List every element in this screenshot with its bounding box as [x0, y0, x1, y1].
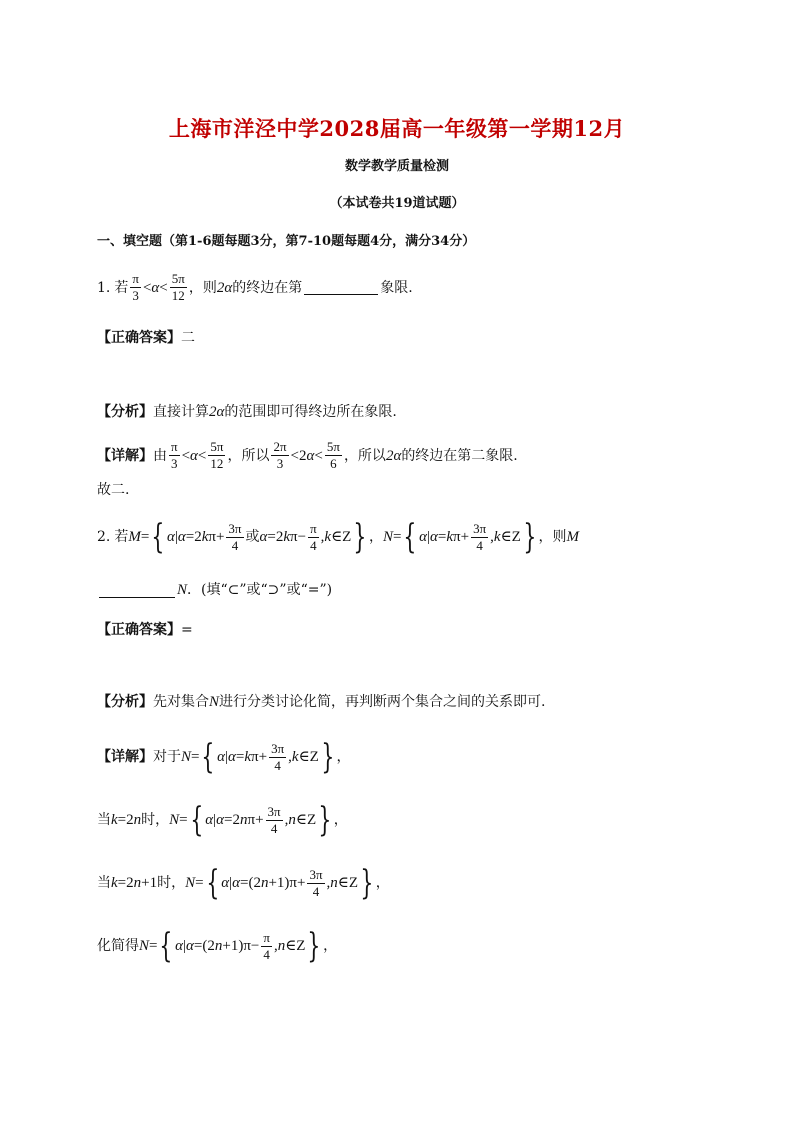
fraction: $\frac{\pi}{3}$: [132, 271, 139, 303]
simplify-line: 化简得 N = { α | α =(2 n +1)π− $\frac{\pi}{4}$ , n ∈Z } ，: [97, 926, 338, 966]
math-expression: 2α: [209, 404, 225, 420]
detail-text: ，所以: [227, 447, 270, 464]
analysis-line: 【分析】 先对集合 N 进行分类讨论化简，再判断两个集合之间的关系即可.: [97, 694, 546, 710]
fraction: $\frac{5\pi}{12}$: [171, 271, 185, 303]
analysis-label: 【分析】: [97, 404, 153, 420]
answer-label: 【正确答案】: [97, 622, 181, 638]
fill-line: N ．(填“⊂”或“⊃”或“=”): [97, 580, 332, 600]
answer-line: [97, 620, 193, 640]
page-title: 上海市洋泾中学2028届高一年级第一学期12月: [168, 116, 626, 141]
analysis-text: 直接计算: [153, 404, 209, 420]
answer-blank: [99, 583, 175, 598]
question-2: 2. 若 M = { α | α =2 k π+ $\frac{3\pi}{4}$ 或 α =2 k π− $\frac{\pi}{4}$ , k ∈Z } ， N = { α | α = k π+ $\frac{3\pi}{4}$ , k ∈Z } ，则 M: [97, 517, 579, 557]
question-number: 1.: [97, 279, 111, 296]
case-line: 当 k =2 n +1 时， N = { α | α =(2 n +1)π+ $\frac{3\pi}{4}$ , n ∈Z } ，: [97, 863, 390, 903]
question-text: 象限.: [380, 279, 413, 296]
detail-text: 的终边在第二象限.: [401, 447, 518, 464]
question-text: 若: [114, 279, 129, 296]
answer-line: [97, 328, 195, 348]
question-1: 1. 若 $\frac{\pi}{3}$ < α < $\frac{5\pi}{12}$ ，则 2α 的终边在第 象限.: [97, 271, 413, 303]
exam-note: （本试卷共19道试题）: [329, 196, 465, 211]
detail-text: 由: [153, 447, 167, 464]
question-number: 2.: [97, 529, 111, 545]
answer-blank: [304, 280, 378, 295]
answer-value: 二: [181, 330, 195, 346]
question-text: 的终边在第: [232, 279, 303, 296]
analysis-text: 的范围即可得终边所在象限.: [224, 404, 397, 420]
section-heading: 一、填空题（第1-6题每题3分，第7-10题每题4分，满分34分）: [97, 234, 476, 249]
question-text: ，则: [188, 279, 217, 296]
detail-line: 【详解】 对于 N = { α | α = k π+ $\frac{3\pi}{4}$ , k ∈Z } ，: [97, 737, 351, 777]
analysis-label: 【分析】: [97, 694, 153, 710]
conclusion-line: 故二.: [97, 482, 130, 498]
detail-line: 【详解】 由 $\frac{\pi}{3}$ < α < $\frac{5\pi}{12}$ ，所以 $\frac{2\pi}{3}$ < 2 α < $\frac{5\pi}{6}$ ，所以 2α 的终边在第二象限.: [97, 439, 518, 471]
answer-label: 【正确答案】: [97, 330, 181, 346]
detail-label: 【详解】: [97, 447, 153, 464]
question-text: 若: [114, 529, 129, 545]
page-subtitle: 数学教学质量检测: [344, 159, 449, 174]
detail-label: 【详解】: [97, 749, 153, 765]
detail-text: ，所以: [343, 447, 386, 464]
math-expression: 2α: [216, 279, 233, 296]
analysis-line: [97, 402, 397, 422]
answer-value: =: [181, 622, 193, 638]
case-line: 当 k =2 n 时， N = { α | α =2 n π+ $\frac{3\pi}{4}$ , n ∈Z } ，: [97, 800, 348, 840]
